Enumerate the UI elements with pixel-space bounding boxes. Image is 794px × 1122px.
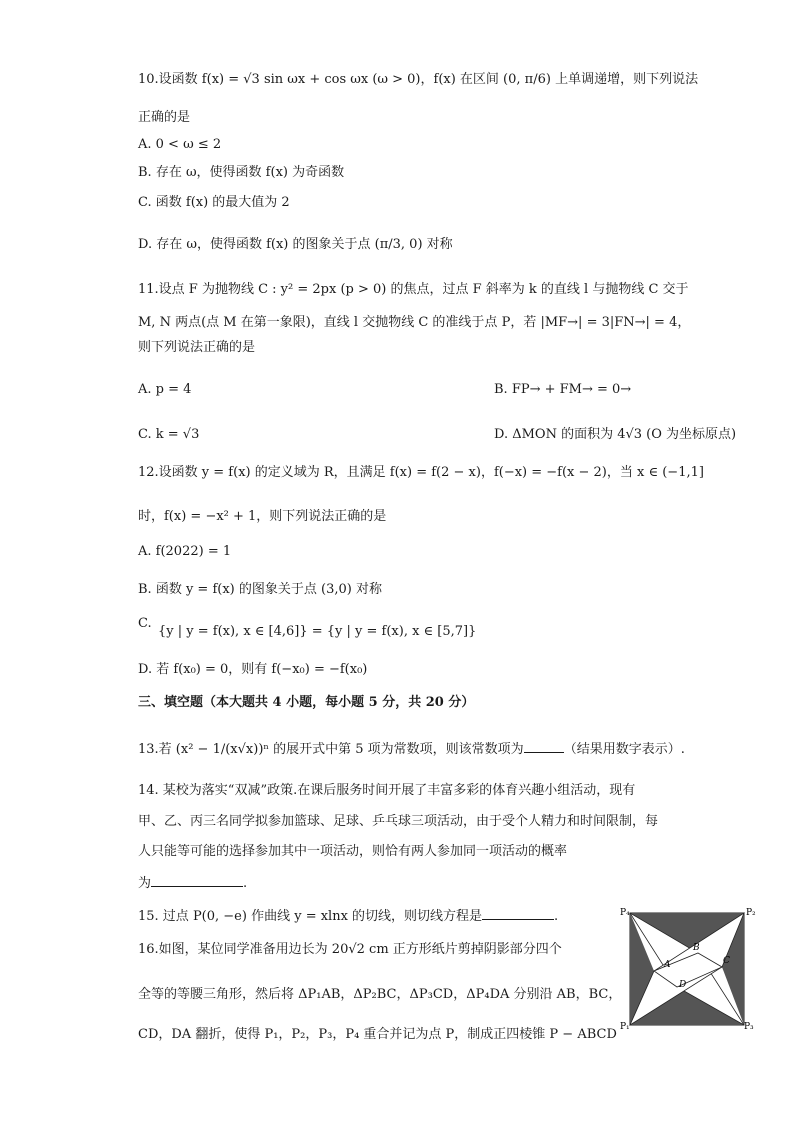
q11-option-a: A. p = 4 <box>138 382 192 397</box>
q16-figure <box>620 905 760 1030</box>
q13-line <box>138 738 685 760</box>
label-c: C <box>723 956 730 966</box>
q12-option-a: A. f(2022) = 1 <box>138 544 232 559</box>
q15-text-before: 15. 过点 P(0, −e) 作曲线 y = xlnx 的切线，则切线方程是 <box>138 909 483 924</box>
q12-option-c-label: C. <box>138 616 152 631</box>
label-p1: P₄ <box>620 908 630 918</box>
q10-option-b: B. 存在 ω，使得函数 f(x) 为奇函数 <box>138 165 345 180</box>
q14-line-3: 人只能等可能的选择参加其中一项活动，则恰有两人参加同一项活动的概率 <box>138 844 568 859</box>
q16-line-2: 全等的等腰三角形，然后将 ΔP₁AB，ΔP₂BC，ΔP₃CD，ΔP₄DA 分别沿 AB，BC， <box>138 987 622 1002</box>
q14-answer-blank[interactable] <box>151 872 243 887</box>
q11-option-b: B. FP→ + FM→ = 0→ <box>494 382 632 397</box>
q11-option-d: D. ΔMON 的面积为 4√3 (O 为坐标原点) <box>494 427 737 442</box>
q11-stem-line-1: 11.设点 F 为抛物线 C : y² = 2px (p > 0) 的焦点，过点 F 斜率为 k 的直线 l 与抛物线 C 交于 <box>138 282 689 297</box>
q14-text-after: . <box>243 876 248 891</box>
q13-answer-blank[interactable] <box>524 738 564 753</box>
q10-stem-line-2: 正确的是 <box>138 110 191 125</box>
q10-stem-line-1: 10.设函数 f(x) = √3 sin ωx + cos ωx (ω > 0)，f(x) 在区间 (0, π/6) 上单调递增，则下列说法 <box>138 72 699 87</box>
q12-stem-line-1: 12.设函数 y = f(x) 的定义域为 R，且满足 f(x) = f(2 − x)，f(−x) = −f(x − 2)，当 x ∈ (−1,1] <box>138 465 704 480</box>
q15-answer-blank[interactable] <box>482 905 554 920</box>
q15-text-after: . <box>554 909 559 924</box>
q13-text-before: 13.若 (x² − 1/(x√x))ⁿ 的展开式中第 5 项为常数项，则该常数项为 <box>138 742 524 757</box>
q11-stem-line-2: M, N 两点(点 M 在第一象限)，直线 l 交抛物线 C 的准线于点 P，若 |MF→| = 3|FN→| = 4， <box>138 315 691 330</box>
q13-text-after: （结果用数字表示）. <box>563 742 685 757</box>
q16-line-3: CD，DA 翻折，使得 P₁，P₂，P₃，P₄ 重合并记为点 P，制成正四棱锥 P − ABCD <box>138 1027 617 1042</box>
q11-option-c: C. k = √3 <box>138 427 200 442</box>
q10-option-a: A. 0 < ω ≤ 2 <box>138 137 222 152</box>
label-d: D <box>679 980 687 990</box>
q12-option-b: B. 函数 y = f(x) 的图象关于点 (3,0) 对称 <box>138 582 382 597</box>
q10-option-c: C. 函数 f(x) 的最大值为 2 <box>138 195 290 210</box>
label-p3: P₃ <box>744 1022 754 1030</box>
q14-line-4 <box>138 872 247 894</box>
q14-text-before: 为 <box>138 876 152 891</box>
label-p2: P₂ <box>746 908 756 918</box>
q15-line <box>138 905 558 927</box>
q11-stem-line-3: 则下列说法正确的是 <box>138 340 256 355</box>
q10-option-d: D. 存在 ω，使得函数 f(x) 的图象关于点 (π/3, 0) 对称 <box>138 237 453 252</box>
q16-line-1: 16.如图，某位同学准备用边长为 20√2 cm 正方形纸片剪掉阴影部分四个 <box>138 942 562 957</box>
q12-stem-line-2: 时，f(x) = −x² + 1，则下列说法正确的是 <box>138 509 387 524</box>
q14-line-1: 14. 某校为落实“双减”政策.在课后服务时间开展了丰富多彩的体育兴趣小组活动，现有 <box>138 783 636 798</box>
q11-options-row-1 <box>138 380 632 400</box>
label-a: A <box>664 960 671 970</box>
q11-options-row-2 <box>138 425 737 445</box>
q12-option-d: D. 若 f(x₀) = 0，则有 f(−x₀) = −f(x₀) <box>138 662 368 677</box>
label-b: B <box>693 943 700 953</box>
label-p4: P₁ <box>620 1022 630 1030</box>
q12-option-c: {y | y = f(x), x ∈ [4,6]} = {y | y = f(x), x ∈ [5,7]} <box>158 624 477 639</box>
section-3-heading: 三、填空题（本大题共 4 小题，每小题 5 分，共 20 分） <box>138 695 475 710</box>
q14-line-2: 甲、乙、丙三名同学拟参加篮球、足球、乒乓球三项活动，由于受个人精力和时间限制，每 <box>138 814 659 829</box>
